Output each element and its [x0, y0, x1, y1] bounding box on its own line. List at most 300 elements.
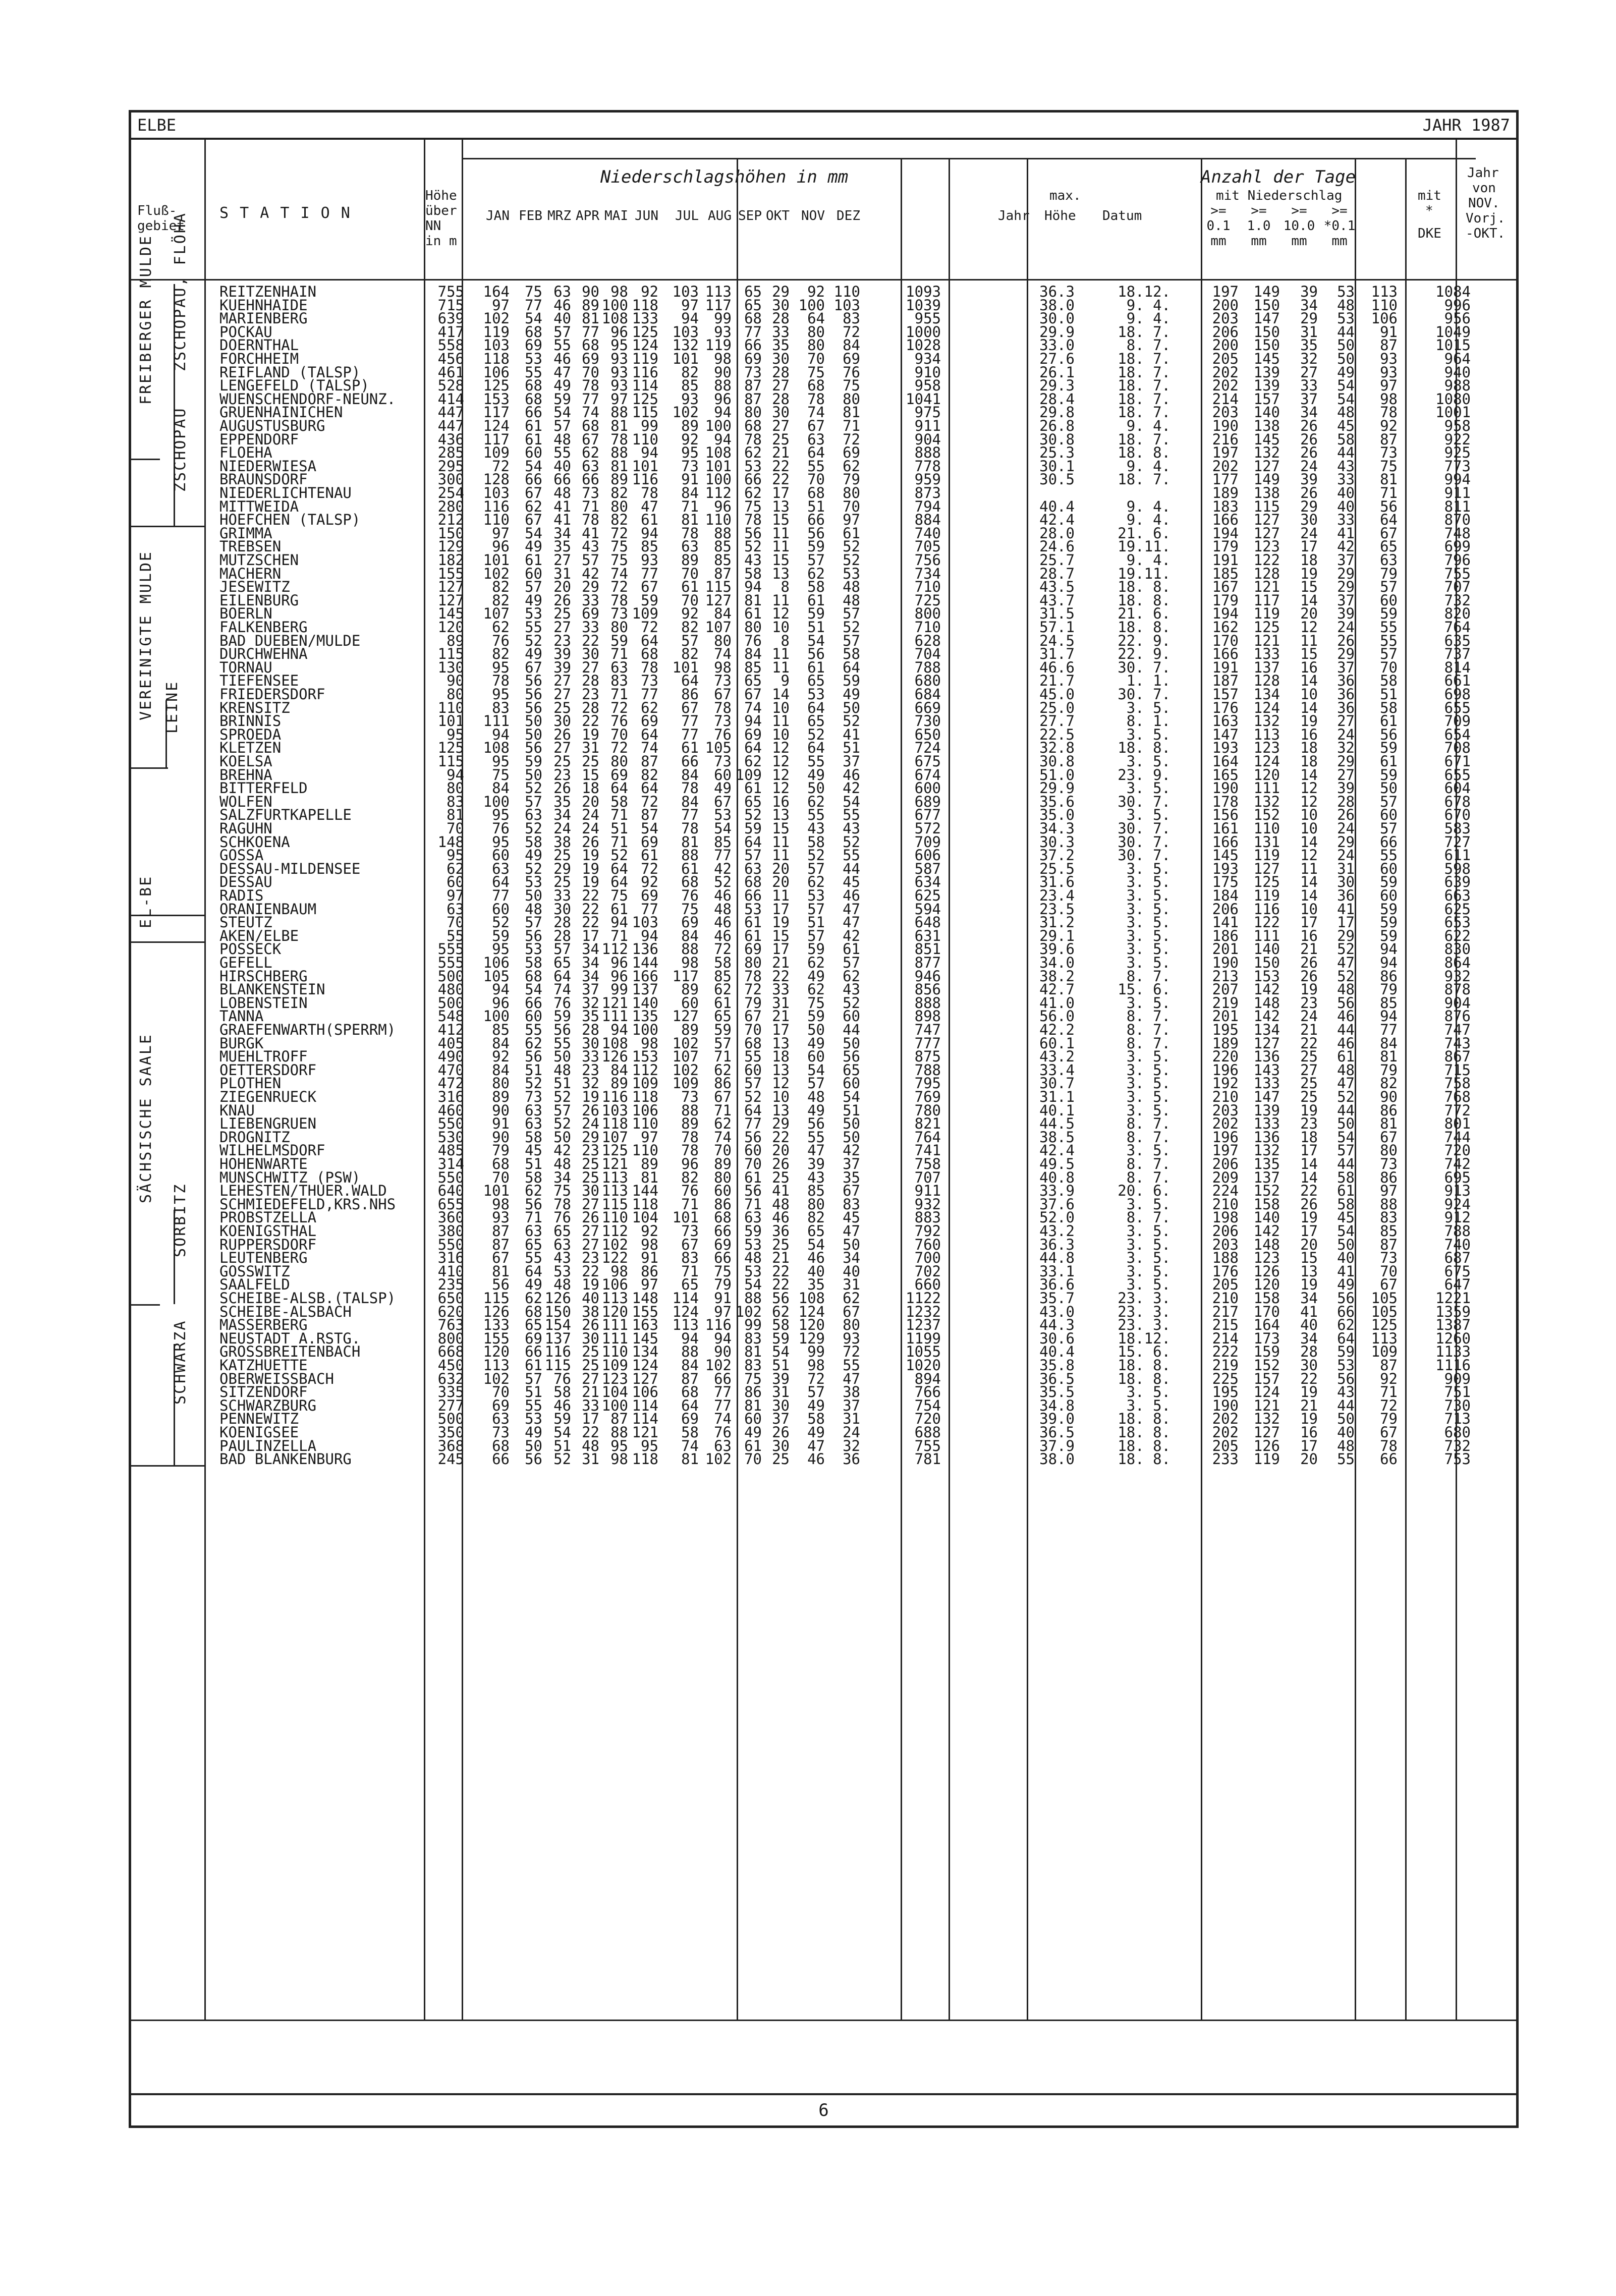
- group-label: SÄCHSISCHE SAALE: [137, 1033, 155, 1204]
- month-value: 80: [714, 1168, 732, 1186]
- month-value: 21: [582, 1383, 599, 1401]
- month-value: 65: [525, 1236, 542, 1253]
- year-total: 747: [914, 1021, 941, 1038]
- month-value: 27: [582, 1222, 599, 1240]
- day-count: 37: [1300, 390, 1318, 408]
- month-value: 62: [492, 619, 510, 636]
- month-value: 59: [807, 538, 825, 555]
- day-count: 159: [1253, 1343, 1280, 1361]
- month-value: 109: [483, 444, 510, 462]
- month-value: 53: [744, 457, 762, 475]
- hydro-year-total: 772: [1444, 1101, 1471, 1119]
- max-value: 40.4: [1039, 497, 1075, 515]
- month-value: 77: [714, 1396, 732, 1414]
- hydro-year-total: 1049: [1435, 323, 1471, 341]
- month-value: 65: [843, 1061, 860, 1079]
- header-bar: [131, 113, 1516, 140]
- year-total: 724: [914, 739, 941, 757]
- month-value: 55: [843, 847, 860, 864]
- hydro-year-total: 764: [1444, 619, 1471, 636]
- day-count: 54: [1337, 377, 1355, 395]
- day-count: 18: [1300, 1128, 1318, 1146]
- month-value: 13: [772, 1101, 790, 1119]
- station-elevation: 90: [447, 672, 464, 690]
- month-value: 66: [525, 471, 542, 488]
- month-value: 54: [553, 404, 571, 421]
- month-value: 84: [681, 927, 699, 944]
- month-value: 66: [807, 511, 825, 529]
- month-value: 64: [681, 1396, 699, 1414]
- month-value: 91: [641, 1249, 658, 1267]
- month-value: 53: [744, 1236, 762, 1253]
- month-value: 104: [601, 1383, 628, 1401]
- header-month: DEZ: [837, 208, 860, 223]
- station-name: TREBSEN: [219, 538, 282, 555]
- month-value: 68: [492, 1155, 510, 1172]
- day-count: 50: [1337, 1115, 1355, 1133]
- month-value: 54: [641, 820, 658, 837]
- day-count: 14: [1300, 1155, 1318, 1172]
- station-name: NIEDERLICHTENAU: [219, 484, 352, 501]
- month-value: 13: [772, 565, 790, 582]
- station-name: KOELSA: [219, 753, 272, 770]
- station-name: LOBENSTEIN: [219, 994, 308, 1012]
- max-date: 3. 5.: [1126, 1276, 1171, 1294]
- year-total: 795: [914, 1075, 941, 1092]
- month-value: 48: [553, 1155, 571, 1172]
- max-date: 23. 3.: [1118, 1303, 1171, 1320]
- month-value: 98: [610, 1450, 628, 1468]
- month-value: 103: [672, 323, 699, 341]
- month-value: 57: [525, 578, 542, 596]
- month-value: 54: [744, 1276, 762, 1294]
- max-value: 44.5: [1039, 1115, 1075, 1133]
- header-jahr-nov-0: Jahr: [1467, 165, 1499, 181]
- month-value: 62: [744, 753, 762, 770]
- day-count: 56: [1337, 1290, 1355, 1307]
- month-value: 57: [843, 632, 860, 649]
- day-count: 165: [1212, 766, 1239, 783]
- month-value: 52: [610, 847, 628, 864]
- month-value: 43: [807, 820, 825, 837]
- month-value: 51: [843, 1101, 860, 1119]
- month-value: 107: [705, 619, 732, 636]
- day-count: 24: [1337, 725, 1355, 743]
- month-value: 100: [798, 296, 825, 314]
- max-value: 38.0: [1039, 1450, 1075, 1468]
- day-count: 148: [1253, 994, 1280, 1012]
- hydro-year-total: 611: [1444, 847, 1471, 864]
- day-count: 222: [1212, 1343, 1239, 1361]
- month-value: 53: [807, 686, 825, 703]
- month-value: 153: [632, 1048, 658, 1066]
- month-value: 68: [582, 417, 599, 434]
- max-date: 3. 5.: [1126, 873, 1171, 891]
- month-value: 11: [772, 645, 790, 663]
- rule-vertical: [1201, 158, 1202, 2020]
- month-value: 64: [807, 310, 825, 327]
- month-value: 29: [772, 1115, 790, 1133]
- hydro-year-total: 788: [1444, 1222, 1471, 1240]
- month-value: 48: [772, 1195, 790, 1213]
- max-value: 36.5: [1039, 1424, 1075, 1441]
- page-frame: [129, 110, 1519, 2128]
- station-elevation: 500: [437, 1410, 464, 1428]
- month-value: 81: [744, 1343, 762, 1361]
- month-value: 82: [492, 591, 510, 609]
- year-total: 888: [914, 994, 941, 1012]
- month-value: 97: [843, 511, 860, 529]
- day-count: 115: [1253, 497, 1280, 515]
- day-count: 202: [1212, 363, 1239, 381]
- max-value: 28.4: [1039, 390, 1075, 408]
- max-date: 8. 7.: [1126, 1155, 1171, 1172]
- day-count: 203: [1212, 404, 1239, 421]
- month-value: 40: [807, 1262, 825, 1280]
- month-value: 22: [772, 967, 790, 985]
- header-threshold-unit: mm: [1251, 234, 1267, 249]
- dke-count: 61: [1380, 712, 1398, 730]
- year-total: 788: [914, 1061, 941, 1079]
- month-value: 81: [492, 1262, 510, 1280]
- month-value: 74: [744, 699, 762, 716]
- month-value: 93: [610, 350, 628, 367]
- hydro-year-total: 1080: [1435, 390, 1471, 408]
- month-value: 85: [681, 377, 699, 395]
- station-elevation: 277: [437, 1396, 464, 1414]
- day-count: 18: [1300, 551, 1318, 569]
- month-value: 22: [582, 632, 599, 649]
- max-date: 19.11.: [1118, 565, 1171, 582]
- max-value: 26.8: [1039, 417, 1075, 434]
- day-count: 40: [1337, 497, 1355, 515]
- day-count: 11: [1300, 632, 1318, 649]
- day-count: 224: [1212, 1182, 1239, 1200]
- month-value: 62: [525, 1034, 542, 1052]
- year-total: 704: [914, 645, 941, 663]
- dke-count: 59: [1380, 914, 1398, 931]
- station-name: ORANIENBAUM: [219, 900, 317, 918]
- month-value: 91: [714, 1290, 732, 1307]
- month-value: 96: [714, 390, 732, 408]
- day-count: 24: [1300, 457, 1318, 475]
- max-date: 3. 5.: [1126, 725, 1171, 743]
- month-value: 36: [772, 1222, 790, 1240]
- station-name: MUNSCHWITZ (PSW): [219, 1168, 361, 1186]
- dke-count: 79: [1380, 1061, 1398, 1079]
- day-count: 47: [1337, 1075, 1355, 1092]
- station-elevation: 548: [437, 1007, 464, 1025]
- station-name: JESEWITZ: [219, 578, 290, 596]
- day-count: 128: [1253, 565, 1280, 582]
- month-value: 85: [714, 833, 732, 851]
- station-name: BITTERFELD: [219, 779, 308, 797]
- month-value: 108: [483, 739, 510, 757]
- max-value: 29.3: [1039, 377, 1075, 395]
- month-value: 84: [610, 1061, 628, 1079]
- month-value: 42: [714, 860, 732, 877]
- header-threshold-unit: mm: [1291, 234, 1307, 249]
- year-total: 959: [914, 471, 941, 488]
- month-value: 73: [744, 363, 762, 381]
- station-name: PENNEWITZ: [219, 1410, 299, 1428]
- month-value: 94: [641, 927, 658, 944]
- day-count: 135: [1253, 1155, 1280, 1172]
- month-value: 98: [714, 658, 732, 676]
- year-total: 1055: [906, 1343, 941, 1361]
- station-elevation: 110: [437, 699, 464, 716]
- station-elevation: 120: [437, 619, 464, 636]
- header-month: NOV: [801, 208, 825, 223]
- max-date: 30. 7.: [1118, 793, 1171, 810]
- month-value: 60: [525, 444, 542, 462]
- month-value: 89: [610, 1075, 628, 1092]
- hydro-year-total: 661: [1444, 672, 1471, 690]
- day-count: 193: [1212, 739, 1239, 757]
- month-value: 82: [610, 511, 628, 529]
- day-count: 133: [1253, 645, 1280, 663]
- month-value: 70: [610, 725, 628, 743]
- day-count: 10: [1300, 806, 1318, 824]
- month-value: 69: [582, 605, 599, 623]
- month-value: 84: [681, 1357, 699, 1374]
- dke-count: 87: [1380, 1236, 1398, 1253]
- day-count: 140: [1253, 940, 1280, 958]
- month-value: 94: [492, 725, 510, 743]
- day-count: 16: [1300, 658, 1318, 676]
- month-value: 57: [807, 1075, 825, 1092]
- month-value: 53: [525, 350, 542, 367]
- month-value: 54: [843, 793, 860, 810]
- month-value: 60: [525, 1007, 542, 1025]
- header-jahr-nov-2: NOV.: [1468, 196, 1500, 211]
- day-count: 32: [1337, 739, 1355, 757]
- month-value: 18: [772, 1048, 790, 1066]
- month-value: 27: [553, 619, 571, 636]
- day-count: 25: [1300, 1075, 1318, 1092]
- year-total: 883: [914, 1209, 941, 1226]
- month-value: 60: [714, 766, 732, 783]
- station-elevation: 115: [437, 645, 464, 663]
- day-count: 132: [1253, 712, 1280, 730]
- month-value: 116: [705, 1316, 732, 1334]
- month-value: 62: [843, 1290, 860, 1307]
- year-total: 778: [914, 457, 941, 475]
- day-count: 124: [1253, 753, 1280, 770]
- year-total: 625: [914, 887, 941, 904]
- hydro-year-total: 932: [1444, 967, 1471, 985]
- day-count: 19: [1300, 1410, 1318, 1428]
- day-count: 170: [1253, 1303, 1280, 1320]
- year-total: 572: [914, 820, 941, 837]
- day-count: 12: [1300, 793, 1318, 810]
- month-value: 57: [525, 1370, 542, 1387]
- max-value: 35.5: [1039, 1383, 1075, 1401]
- month-value: 103: [601, 1101, 628, 1119]
- station-name: OBERWEISSBACH: [219, 1370, 334, 1387]
- station-elevation: 380: [437, 1222, 464, 1240]
- hydro-year-total: 811: [1444, 497, 1471, 515]
- header-threshold-value: 10.0: [1283, 218, 1315, 234]
- month-value: 39: [553, 658, 571, 676]
- month-value: 163: [632, 1316, 658, 1334]
- month-value: 36: [843, 1450, 860, 1468]
- max-value: 39.0: [1039, 1410, 1075, 1428]
- month-value: 26: [582, 1316, 599, 1334]
- month-value: 114: [632, 1396, 658, 1414]
- month-value: 64: [641, 725, 658, 743]
- month-value: 78: [610, 430, 628, 448]
- month-value: 108: [601, 310, 628, 327]
- month-value: 46: [843, 887, 860, 904]
- month-value: 53: [525, 605, 542, 623]
- month-value: 44: [843, 1021, 860, 1038]
- max-date: 18. 7.: [1118, 404, 1171, 421]
- day-count: 15: [1300, 1249, 1318, 1267]
- month-value: 74: [714, 1128, 732, 1146]
- month-value: 32: [582, 1075, 599, 1092]
- month-value: 30: [772, 350, 790, 367]
- month-value: 59: [807, 940, 825, 958]
- day-count: 15: [1300, 645, 1318, 663]
- month-value: 17: [582, 927, 599, 944]
- month-value: 49: [525, 1424, 542, 1441]
- max-value: 36.3: [1039, 1236, 1075, 1253]
- dke-count: 55: [1380, 847, 1398, 864]
- header-threshold-op: >=: [1291, 203, 1307, 218]
- month-value: 57: [525, 793, 542, 810]
- month-value: 85: [492, 1021, 510, 1038]
- station-name: KNAU: [219, 1101, 255, 1119]
- month-value: 59: [553, 1410, 571, 1428]
- day-count: 179: [1212, 591, 1239, 609]
- day-count: 22: [1300, 1182, 1318, 1200]
- month-value: 100: [601, 296, 628, 314]
- month-value: 78: [714, 699, 732, 716]
- month-value: 41: [772, 1182, 790, 1200]
- max-value: 25.0: [1039, 699, 1075, 716]
- month-value: 63: [582, 457, 599, 475]
- month-value: 43: [744, 551, 762, 569]
- month-value: 113: [601, 1290, 628, 1307]
- month-value: 56: [807, 1115, 825, 1133]
- max-date: 22. 9.: [1118, 632, 1171, 649]
- station-elevation: 350: [437, 1424, 464, 1441]
- month-value: 30: [772, 1437, 790, 1454]
- month-value: 37: [843, 1396, 860, 1414]
- month-value: 22: [772, 1128, 790, 1146]
- max-date: 30. 7.: [1118, 658, 1171, 676]
- day-count: 34: [1300, 1290, 1318, 1307]
- month-value: 85: [744, 658, 762, 676]
- month-value: 62: [807, 565, 825, 582]
- month-value: 77: [582, 390, 599, 408]
- station-name: PROBSTZELLA: [219, 1209, 317, 1226]
- month-value: 89: [681, 981, 699, 998]
- day-count: 161: [1212, 820, 1239, 837]
- dke-count: 73: [1380, 1249, 1398, 1267]
- dke-count: 78: [1380, 1437, 1398, 1454]
- month-value: 69: [641, 712, 658, 730]
- hydro-year-total: 994: [1444, 471, 1471, 488]
- month-value: 89: [714, 1155, 732, 1172]
- month-value: 65: [525, 1316, 542, 1334]
- month-value: 25: [772, 1450, 790, 1468]
- month-value: 28: [772, 310, 790, 327]
- hydro-year-total: 698: [1444, 686, 1471, 703]
- month-value: 84: [714, 605, 732, 623]
- day-count: 24: [1337, 847, 1355, 864]
- day-count: 52: [1337, 940, 1355, 958]
- month-value: 24: [582, 820, 599, 837]
- month-value: 82: [610, 484, 628, 501]
- dke-count: 73: [1380, 1155, 1398, 1172]
- month-value: 116: [632, 363, 658, 381]
- dke-count: 86: [1380, 1101, 1398, 1119]
- station-name: MARIENBERG: [219, 310, 308, 327]
- month-value: 115: [544, 1357, 571, 1374]
- max-date: 8. 7.: [1126, 1168, 1171, 1186]
- max-date: 3. 5.: [1126, 1075, 1171, 1092]
- month-value: 70: [492, 1168, 510, 1186]
- month-value: 30: [582, 1034, 599, 1052]
- month-value: 73: [681, 1222, 699, 1240]
- month-value: 133: [483, 1316, 510, 1334]
- max-value: 29.9: [1039, 323, 1075, 341]
- month-value: 26: [772, 1424, 790, 1441]
- dke-count: 51: [1380, 686, 1398, 703]
- month-value: 95: [641, 1437, 658, 1454]
- day-count: 17: [1300, 538, 1318, 555]
- max-date: 9. 4.: [1126, 497, 1171, 515]
- month-value: 99: [744, 1316, 762, 1334]
- month-value: 78: [681, 1142, 699, 1159]
- dke-count: 88: [1380, 1195, 1398, 1213]
- month-value: 24: [843, 1424, 860, 1441]
- month-value: 12: [772, 1075, 790, 1092]
- month-value: 34: [843, 1249, 860, 1267]
- month-value: 47: [553, 363, 571, 381]
- day-count: 214: [1212, 390, 1239, 408]
- max-date: 8. 7.: [1126, 1128, 1171, 1146]
- day-count: 40: [1300, 1316, 1318, 1334]
- month-value: 59: [610, 632, 628, 649]
- month-value: 19: [582, 860, 599, 877]
- day-count: 120: [1253, 766, 1280, 783]
- month-value: 60: [807, 1048, 825, 1066]
- dke-count: 57: [1380, 578, 1398, 596]
- month-value: 58: [525, 1168, 542, 1186]
- month-value: 78: [641, 484, 658, 501]
- day-count: 143: [1253, 1061, 1280, 1079]
- month-value: 45: [525, 1142, 542, 1159]
- month-value: 85: [714, 967, 732, 985]
- month-value: 54: [843, 1088, 860, 1105]
- day-count: 127: [1253, 1424, 1280, 1441]
- month-value: 59: [744, 1222, 762, 1240]
- month-value: 11: [772, 591, 790, 609]
- station-name: ZIEGENRUECK: [219, 1088, 317, 1105]
- day-count: 14: [1300, 1168, 1318, 1186]
- month-value: 47: [807, 1142, 825, 1159]
- month-value: 116: [544, 1343, 571, 1361]
- month-value: 98: [610, 283, 628, 300]
- month-value: 117: [672, 967, 699, 985]
- day-count: 142: [1253, 1007, 1280, 1025]
- month-value: 113: [672, 1316, 699, 1334]
- month-value: 71: [610, 833, 628, 851]
- max-value: 33.0: [1039, 337, 1075, 354]
